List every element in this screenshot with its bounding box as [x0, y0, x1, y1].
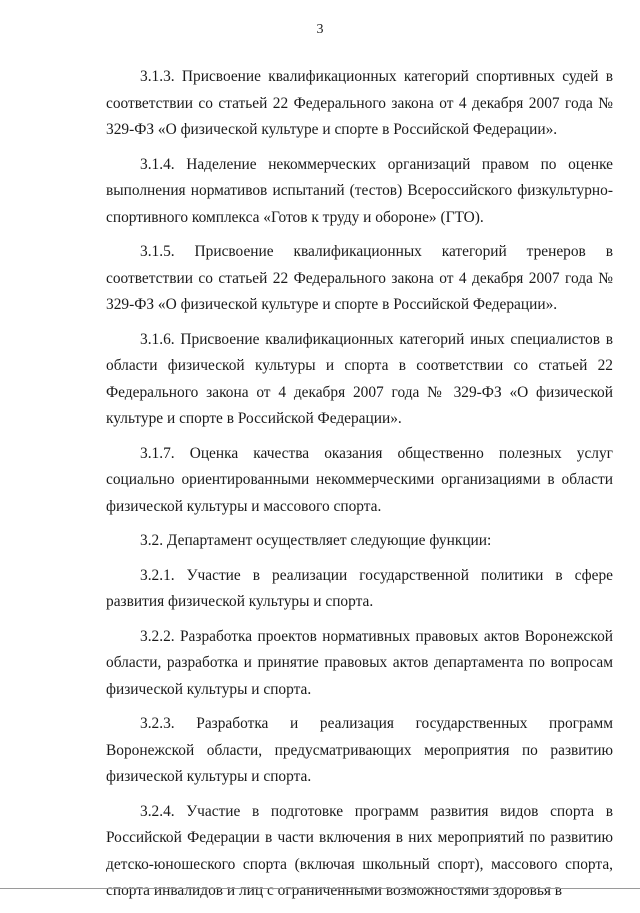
paragraph-3-1-5: 3.1.5. Присвоение квалификационных категорий тренеров в соответствии со статьей 22 Федерального закона от 4 декабря 2007 года № 329-ФЗ «О физической культуре и спорте в Российской Федерации». [106, 243, 613, 313]
paragraph-3-1-4: 3.1.4. Наделение некоммерческих организаций правом по оценке выполнения нормативов испытаний (тестов) Всероссийского физкультурно-спортивного комплекса «Готов к труду и обороне» (ГТО). [106, 155, 613, 226]
paragraph-3-2-4: 3.2.4. Участие в подготовке программ развития видов спорта в Российской Федерации в части включения в них мероприятий по развитию детско-юношеского спорта (включая школьный спорт), массового спорта, спорта инвалидов и лиц с ограниченными возможностями здоровья в [106, 802, 613, 899]
document-body [106, 64, 613, 913]
paragraph-3-1-7: 3.1.7. Оценка качества оказания общественно полезных услуг социально ориентированными некоммерческими организациями в области физической культуры и массового спорта. [106, 444, 613, 515]
page-bottom-divider [0, 888, 640, 889]
paragraph-3-2-1: 3.2.1. Участие в реализации государственной политики в сфере развития физической культуры и спорта. [106, 566, 613, 610]
paragraph-3-2-2: 3.2.2. Разработка проектов нормативных правовых актов Воронежской области, разработка и принятие правовых актов департамента по вопросам физической культуры и спорта. [106, 627, 613, 698]
paragraph-3-2: 3.2. Департамент осуществляет следующие функции: [140, 532, 492, 549]
paragraph-3-1-3: 3.1.3. Присвоение квалификационных категорий спортивных судей в соответствии со статьей 22 Федерального закона от 4 декабря 2007 года № 329-ФЗ «О физической культуре и спорте в Российской Федерации». [106, 68, 613, 138]
paragraph-3-1-6: 3.1.6. Присвоение квалификационных категорий иных специалистов в области физической культуры и спорта в соответствии со статьей 22 Федерального закона от 4 декабря 2007 года № 329-ФЗ «О физической культуре и спорте в Российской Федерации». [106, 330, 613, 427]
paragraph-3-2-3: 3.2.3. Разработка и реализация государственных программ Воронежской области, предусматривающих мероприятия по развитию физической культуры и спорта. [106, 715, 613, 785]
page-number: 3 [316, 22, 324, 37]
